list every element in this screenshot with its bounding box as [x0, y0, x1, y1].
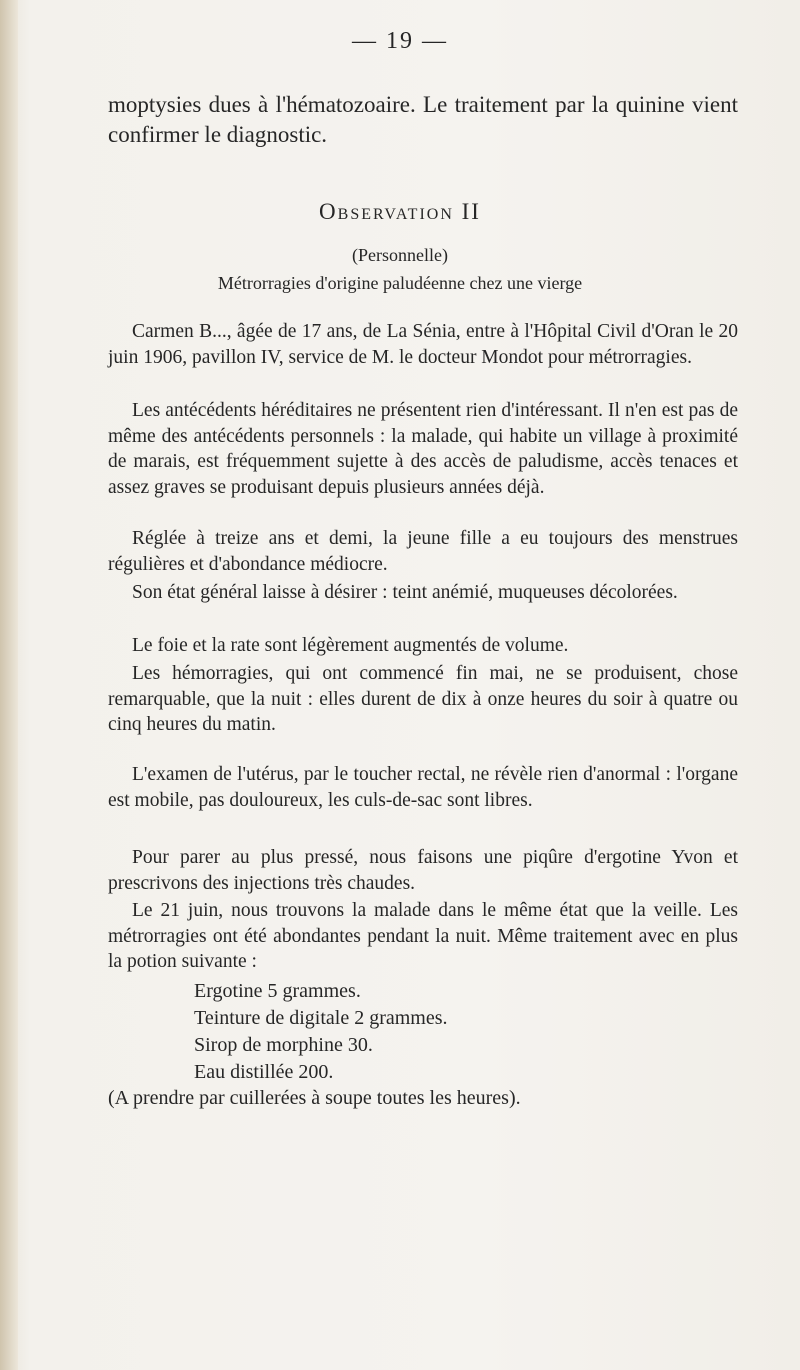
observation-subtitle: (Personnelle): [352, 245, 448, 265]
page-number: — 19 —: [352, 28, 448, 54]
paragraph-menstruation: Réglée à treize ans et demi, la jeune fille a eu toujours des menstrues régulières et d'abondance médiocre.: [108, 528, 738, 575]
paragraph-antecedents: Les antécédents héréditaires ne présentent rien d'intéressant. Il n'en est pas de même des antécédents personnels : la malade, qui habite un village à proximité de marais, est fréquemment sujette à des accès de paludisme, accès tenaces et assez graves se produisant depuis plusieurs années déjà.: [108, 400, 738, 498]
prescription-item: Teinture de digitale 2 grammes.: [194, 1007, 448, 1029]
paragraph-liver-spleen: Le foie et la rate sont légèrement augmentés de volume.: [132, 635, 569, 656]
paragraph-hemorrhages: Les hémorragies, qui ont commencé fin mai, ne se produisent, chose remarquable, que la nuit : elles durent de dix à onze heures du soir à quatre ou cinq heures du matin.: [108, 663, 738, 735]
observation-description: Métrorragies d'origine paludéenne chez une vierge: [217, 273, 583, 293]
observation-title: Observation II: [319, 199, 481, 224]
paragraph-admission: Carmen B..., âgée de 17 ans, de La Sénia, entre à l'Hôpital Civil d'Oran le 20 juin 1906, pavillon IV, service de M. le docteur Mondot pour métrorragies.: [108, 321, 738, 368]
paragraph-june-21: Le 21 juin, nous trouvons la malade dans le même état que la veille. Les métrorragies ont été abondantes pendant la nuit. Même traitement avec en plus la potion suivante :: [108, 900, 738, 972]
prescription-item: Ergotine 5 grammes.: [194, 980, 361, 1002]
paragraph-general-state: Son état général laisse à désirer : teint anémié, muqueuses décolorées.: [132, 582, 678, 603]
prescription-item: Sirop de morphine 30.: [194, 1034, 373, 1056]
prescription-item: Eau distillée 200.: [194, 1061, 334, 1083]
closing-note: (A prendre par cuillerées à soupe toutes les heures).: [108, 1087, 521, 1109]
intro-paragraph: moptysies dues à l'hématozoaire. Le traitement par la quinine vient confirmer le diagnostic.: [108, 92, 738, 147]
paragraph-first-treatment: Pour parer au plus pressé, nous faisons une piqûre d'ergotine Yvon et prescrivons des injections très chaudes.: [108, 847, 738, 894]
paragraph-examination: L'examen de l'utérus, par le toucher rectal, ne révèle rien d'anormal : l'organe est mobile, pas douloureux, les culs-de-sac sont libres.: [108, 764, 738, 811]
